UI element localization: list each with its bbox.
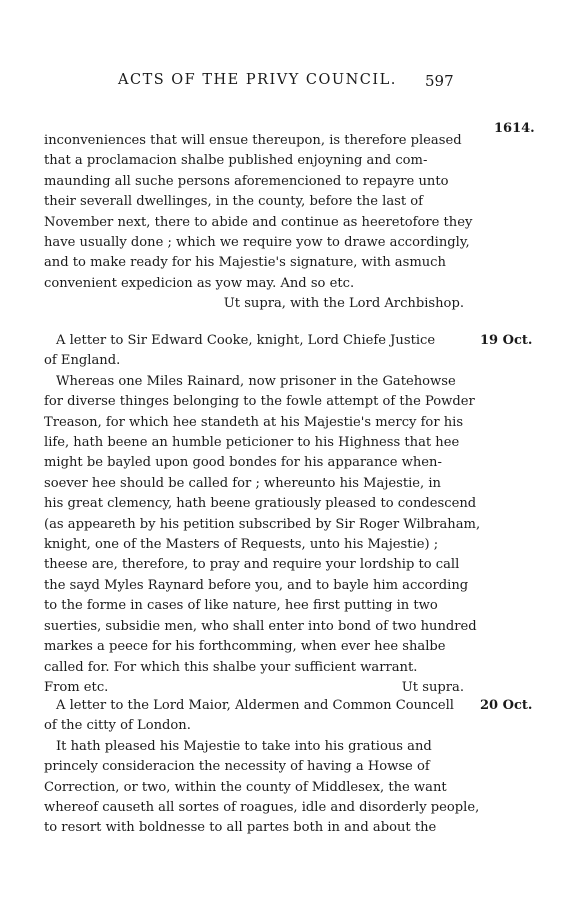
text-line: Correction, or two, within the county of Middlesex, the want [44,779,447,795]
text-line: knight, one of the Masters of Requests, unto his Majestie) ; [44,537,439,553]
text-line: to the forme in cases of like nature, hee first putting in two [44,598,438,614]
letter-heading-line: A letter to the Lord Maior, Aldermen and Common Councell [56,698,454,713]
text-line: theese are, therefore, to pray and require your lordship to call [44,557,460,573]
closing-right: Ut supra. [401,679,464,695]
text-line: markes a peece for his forthcomming, when ever hee shalbe [44,639,446,655]
text-line: have usually done ; which we require yow to drawe accordingly, [44,235,470,251]
text-line: for diverse thinges belonging to the fowle attempt of the Powder [44,394,475,410]
text-line: the sayd Myles Raynard before you, and to bayle him according [44,577,469,593]
text-line: that a proclamacion shalbe published enjoyning and com- [44,153,428,169]
text-line: their severall dwellinges, in the county, before the last of [44,194,423,210]
paragraph-continuation [44,131,473,315]
text-line: maunding all suche persons aforemencioned to repayre unto [44,173,449,189]
text-line: November next, there to abide and continue as heeretofore they [44,214,473,230]
text-line: suerties, subsidie men, who shall enter into bond of two hundred [44,618,477,634]
text-line: It hath pleased his Majestie to take into his gratious and [56,738,432,754]
text-line: Treason, for which hee standeth at his Majestie's mercy for his [44,414,464,430]
running-head: ACTS OF THE PRIVY COUNCIL. [118,72,397,88]
letter-heading-line: of the citty of London. [44,718,191,734]
margin-date-19-oct: 19 Oct. [480,333,533,348]
text-line: his great clemency, hath beene gratiously pleased to condescend [44,496,477,512]
text-line: life, hath beene an humble peticioner to his Highness that hee [44,435,460,451]
text-line: and to make ready for his Majestie's signature, with asmuch [44,255,446,271]
text-line: princely consideracion the necessity of having a Howse of [44,759,430,775]
text-line: might be bayled upon good bondes for his apparance when- [44,455,442,471]
text-line: to resort with boldnesse to all partes both in and about the [44,820,437,836]
page-header [0,72,567,96]
text-line: (as appeareth by his petition subscribed by Sir Roger Wilbraham, [44,516,481,532]
letter-heading-line: of England. [44,353,121,369]
signature-line: Ut supra, with the Lord Archbishop. [223,296,464,312]
text-line: whereof causeth all sortes of roagues, idle and disorderly people, [44,800,480,816]
text-line: convenient expedicion as yow may. And so etc. [44,275,355,291]
margin-year: 1614. [494,121,535,136]
margin-date-20-oct: 20 Oct. [480,698,533,713]
text-line: Whereas one Miles Rainard, now prisoner in the Gatehowse [56,373,456,389]
letter-to-lord-maior [44,696,480,839]
text-line: inconveniences that will ensue thereupon, is therefore pleased [44,133,462,148]
letter-heading-line: A letter to Sir Edward Cooke, knight, Lord Chiefe Justice [56,333,436,348]
text-line: called for. For which this shalbe your sufficient warrant. [44,659,418,675]
closing-left: From etc. [44,679,109,695]
page-number: 597 [425,72,454,90]
text-line: soever hee should be called for ; whereunto his Majestie, in [44,475,441,491]
letter-to-lord-chief-justice [44,331,481,698]
